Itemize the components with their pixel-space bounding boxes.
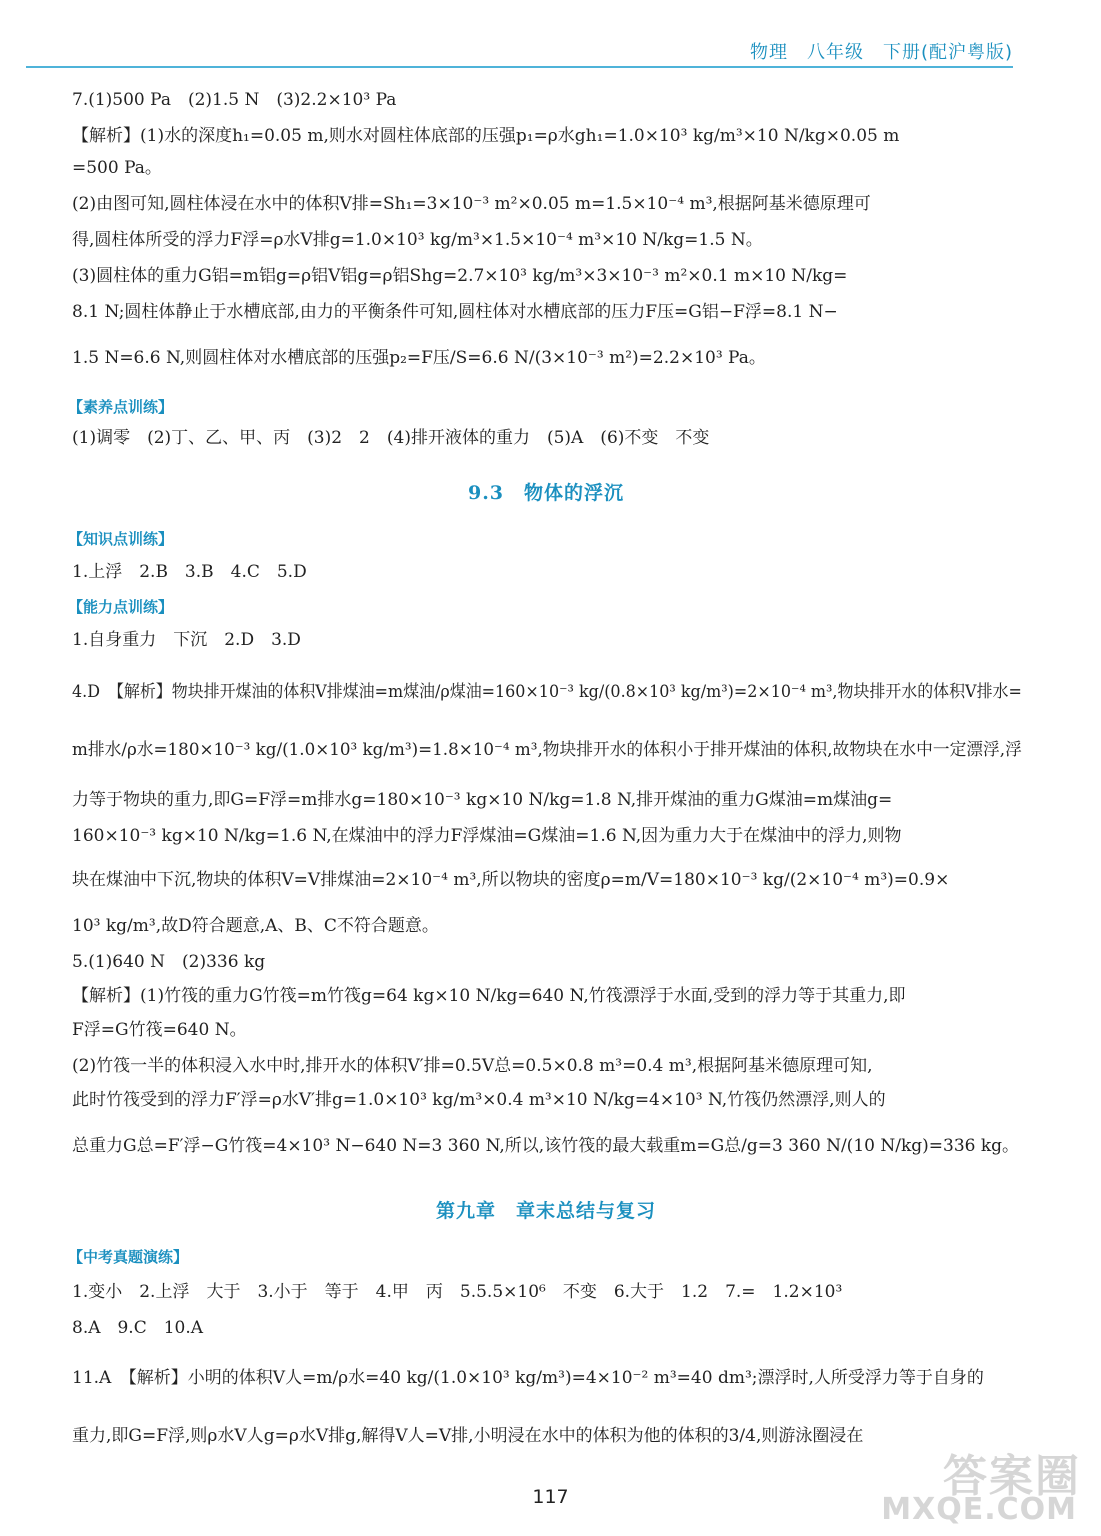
page-number: 117 [532,1486,569,1508]
analysis-line: (2)竹筏一半的体积浸入水中时,排开水的体积V′排=0.5V总=0.5×0.8 m³=0.4 m³,根据阿基米德原理可知, [72,1056,873,1076]
section-tag-exam: 【中考真题演练】 [68,1248,189,1266]
answer-line: 1.自身重力 下沉 2.D 3.D [72,630,301,650]
header-title: 物理 八年级 下册(配沪粤版) [749,42,1013,63]
section-tag-literacy: 【素养点训练】 [68,398,174,416]
analysis-line: 【解析】(1)竹筏的重力G竹筏=m竹筏g=64 kg×10 N/kg=640 N,竹筏漂浮于水面,受到的浮力等于其重力,即 [72,986,906,1006]
answer-5: 5.(1)640 N (2)336 kg [72,952,266,972]
analysis-line: 此时竹筏受到的浮力F′浮=ρ水V′排g=1.0×10³ kg/m³×0.4 m³×10 N/kg=4×10³ N,竹筏仍然漂浮,则人的 [72,1090,886,1110]
analysis-line: 【解析】(1)水的深度h₁=0.05 m,则水对圆柱体底部的压强p₁=ρ水gh₁=1.0×10³ kg/m³×10 N/kg×0.05 m [72,126,900,146]
header-rule [26,66,1013,68]
analysis-line: 重力,即G=F浮,则ρ水V人g=ρ水V排g,解得V人=V排,小明浸在水中的体积为他的体积的3/4,则游泳圈浸在 [72,1426,864,1446]
answer-line: 8.A 9.C 10.A [72,1318,204,1338]
analysis-line: 总重力G总=F′浮−G竹筏=4×10³ N−640 N=3 360 N,所以,该竹筏的最大载重m=G总/g=3 360 N/(10 N/kg)=336 kg。 [72,1136,1020,1156]
analysis-line: 160×10⁻³ kg×10 N/kg=1.6 N,在煤油中的浮力F浮煤油=G煤油=1.6 N,因为重力大于在煤油中的浮力,则物 [72,826,902,846]
answer-line: 1.上浮 2.B 3.B 4.C 5.D [72,562,307,582]
analysis-line: 块在煤油中下沉,物块的体积V=V排煤油=2×10⁻⁴ m³,所以物块的密度ρ=m/V=180×10⁻³ kg/(2×10⁻⁴ m³)=0.9× [72,870,950,890]
page-header [0,30,1101,70]
analysis-line: (2)由图可知,圆柱体浸在水中的体积V排=Sh₁=3×10⁻³ m²×0.05 m=1.5×10⁻⁴ m³,根据阿基米德原理可 [72,194,871,214]
analysis-line: 8.1 N;圆柱体静止于水槽底部,由力的平衡条件可知,圆柱体对水槽底部的压力F压=G铝−F浮=8.1 N− [72,302,838,322]
analysis-line: 10³ kg/m³,故D符合题意,A、B、C不符合题意。 [72,916,439,936]
answer-line: 1.变小 2.上浮 大于 3.小于 等于 4.甲 丙 5.5.5×10⁶ 不变 6.大于 1.2 7.= 1.2×10³ [72,1282,843,1302]
analysis-line: 得,圆柱体所受的浮力F浮=ρ水V排g=1.0×10³ kg/m³×1.5×10⁻⁴ m³×10 N/kg=1.5 N。 [72,230,763,250]
section-tag-ability: 【能力点训练】 [68,598,174,616]
analysis-line: m排水/ρ水=180×10⁻³ kg/(1.0×10³ kg/m³)=1.8×10⁻⁴ m³,物块排开水的体积小于排开煤油的体积,故物块在水中一定漂浮,浮 [72,740,1022,760]
analysis-line: 力等于物块的重力,即G=F浮=m排水g=180×10⁻³ kg×10 N/kg=1.8 N,排开煤油的重力G煤油=m煤油g= [72,790,893,810]
analysis-line: =500 Pa。 [72,158,162,178]
watermark [881,1440,1081,1536]
section-title-9-3: 9.3 物体的浮沉 [467,482,625,504]
section-title-chapter-9: 第九章 章末总结与复习 [435,1200,656,1222]
analysis-line: 11.A 【解析】小明的体积V人=m/ρ水=40 kg/(1.0×10³ kg/m³)=4×10⁻² m³=40 dm³;漂浮时,人所受浮力等于自身的 [72,1368,984,1388]
watermark-logo-text: 答案圈 [943,1451,1081,1502]
section-tag-knowledge: 【知识点训练】 [68,530,174,548]
analysis-line: 1.5 N=6.6 N,则圆柱体对水槽底部的压强p₂=F压/S=6.6 N/(3×10⁻³ m²)=2.2×10³ Pa。 [72,348,766,368]
analysis-line: (3)圆柱体的重力G铝=m铝g=ρ铝V铝g=ρ铝Shg=2.7×10³ kg/m³×3×10⁻³ m²×0.1 m×10 N/kg= [72,266,848,286]
analysis-line: F浮=G竹筏=640 N。 [72,1020,247,1040]
analysis-line: 4.D 【解析】物块排开煤油的体积V排煤油=m煤油/ρ煤油=160×10⁻³ kg/(0.8×10³ kg/m³)=2×10⁻⁴ m³,物块排开水的体积V排水= [72,682,1022,702]
answer-line: (1)调零 (2)丁、乙、甲、丙 (3)2 2 (4)排开液体的重力 (5)A (6)不变 不变 [72,428,710,448]
answer-7: 7.(1)500 Pa (2)1.5 N (3)2.2×10³ Pa [72,90,397,110]
watermark-url: MXQE.COM [881,1492,1077,1527]
